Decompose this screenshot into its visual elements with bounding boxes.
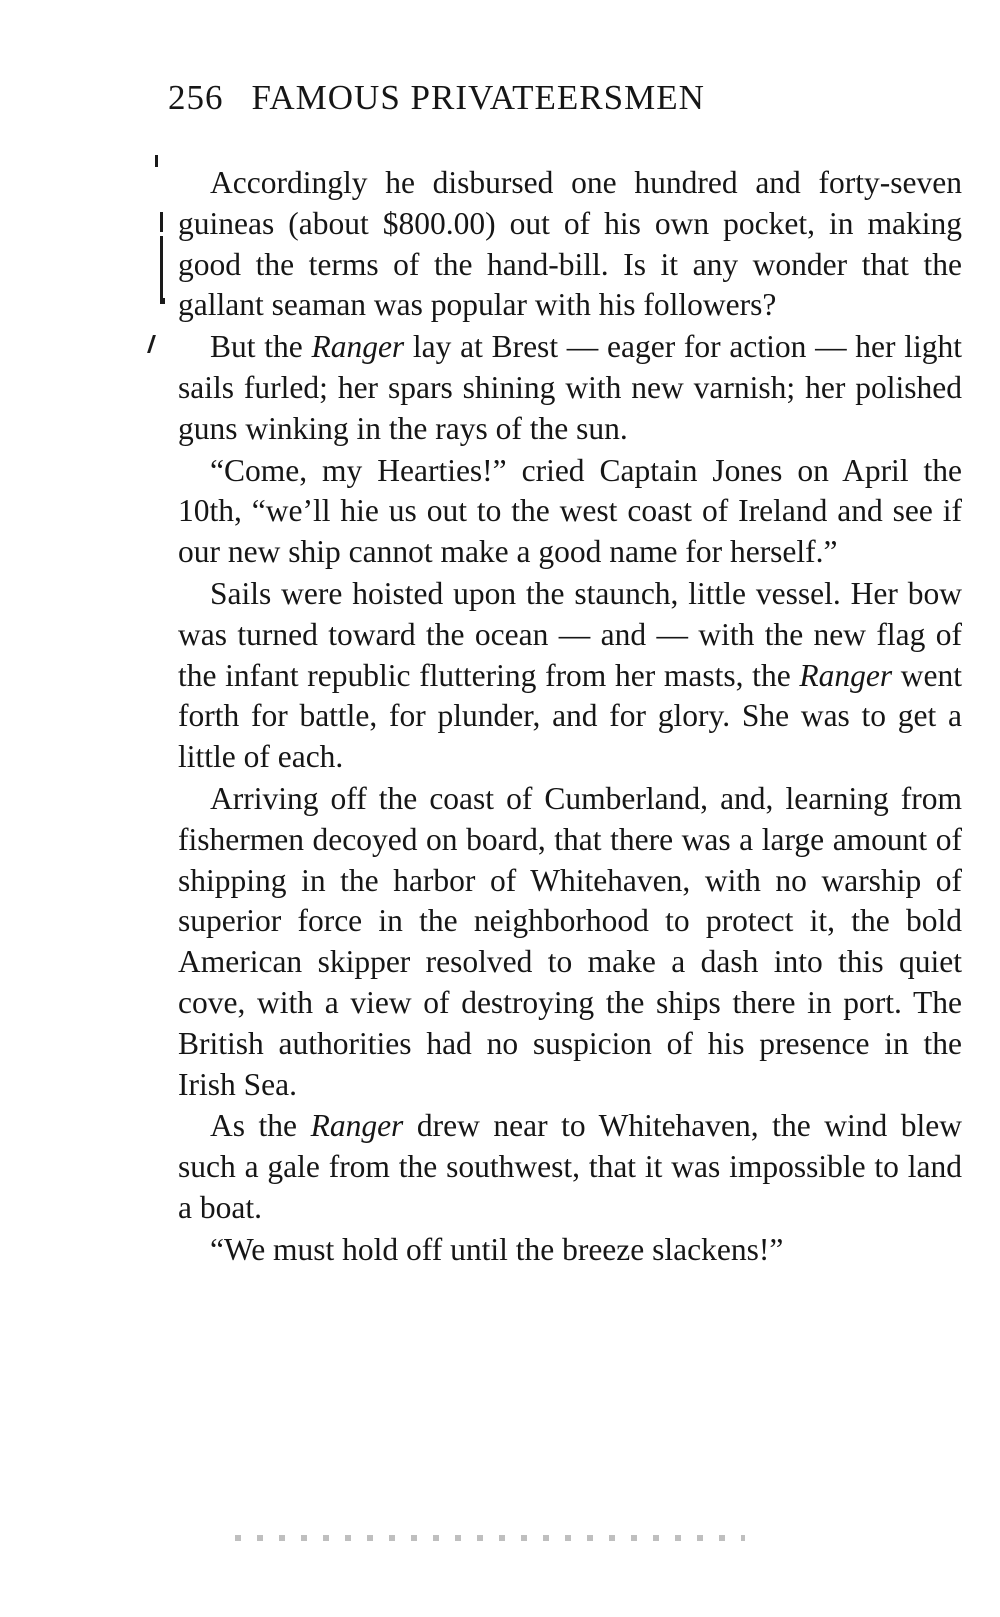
paragraph: [178, 163, 962, 326]
bottom-print-smudge: [235, 1535, 745, 1541]
text-run: As the: [210, 1108, 311, 1144]
running-header: [168, 78, 958, 118]
paragraph: [178, 1230, 962, 1271]
text-run: “Come, my Hearties!” cried Captain Jones on April the 10th, “we’ll hie us out to the west coast of Ireland and see if our new ship cannot make a good name for herself.”: [178, 452, 962, 570]
margin-pencil-line: [160, 236, 163, 304]
text-run: went forth for battle, for plunder, and for glory. She was to get a little of each.: [178, 657, 963, 775]
page-number: 256: [168, 78, 224, 117]
ship-name-italic: Ranger: [799, 657, 893, 693]
ship-name-italic: Ranger: [310, 1108, 404, 1144]
running-title: FAMOUS PRIVATEERSMEN: [251, 78, 705, 117]
page-body: [178, 163, 962, 1271]
text-run: lay at Brest — eager for action — her light sails furled; her spars shining with new varnish; her polished guns winking in the rays of the sun.: [178, 329, 963, 446]
text-run: Accordingly he disbursed one hundred and forty-seven guineas (about $800.00) out of his own pocket, in making good the terms of the hand-bill. Is it any wonder that the gallant seaman was popular with his followers?: [178, 165, 962, 323]
paragraph: [178, 327, 962, 449]
margin-pencil-mark: [147, 335, 156, 353]
paragraph: [178, 574, 962, 778]
text-run: Sails were hoisted upon the staunch, little vessel. Her bow was turned toward the ocean — and — with the new flag of the infant republic fluttering from her masts, the: [178, 575, 962, 693]
paragraph: [178, 779, 962, 1105]
ship-name-italic: Ranger: [311, 329, 405, 365]
text-run: Arriving off the coast of Cumberland, and, learning from fishermen decoyed on board, that there was a large amount of shipping in the harbor of Whitehaven, with no warship of superior force in the neighborhood to protect it, the bold American skipper resolved to make a dash into this quiet cove, with a view of destroying the ships there in port. The British authorities had no suspicion of his presence in the Irish Sea.: [178, 780, 962, 1102]
margin-pencil-mark: [155, 155, 158, 167]
text-run: “We must hold off until the breeze slackens!”: [210, 1231, 784, 1267]
text-run: But the: [210, 329, 312, 365]
margin-pencil-mark: [160, 298, 165, 304]
paragraph: [178, 1106, 962, 1228]
text-run: drew near to Whitehaven, the wind blew such a gale from the southwest, that it was impossible to land a boat.: [178, 1108, 962, 1225]
paragraph: [178, 451, 962, 573]
margin-pencil-mark: [160, 212, 163, 232]
